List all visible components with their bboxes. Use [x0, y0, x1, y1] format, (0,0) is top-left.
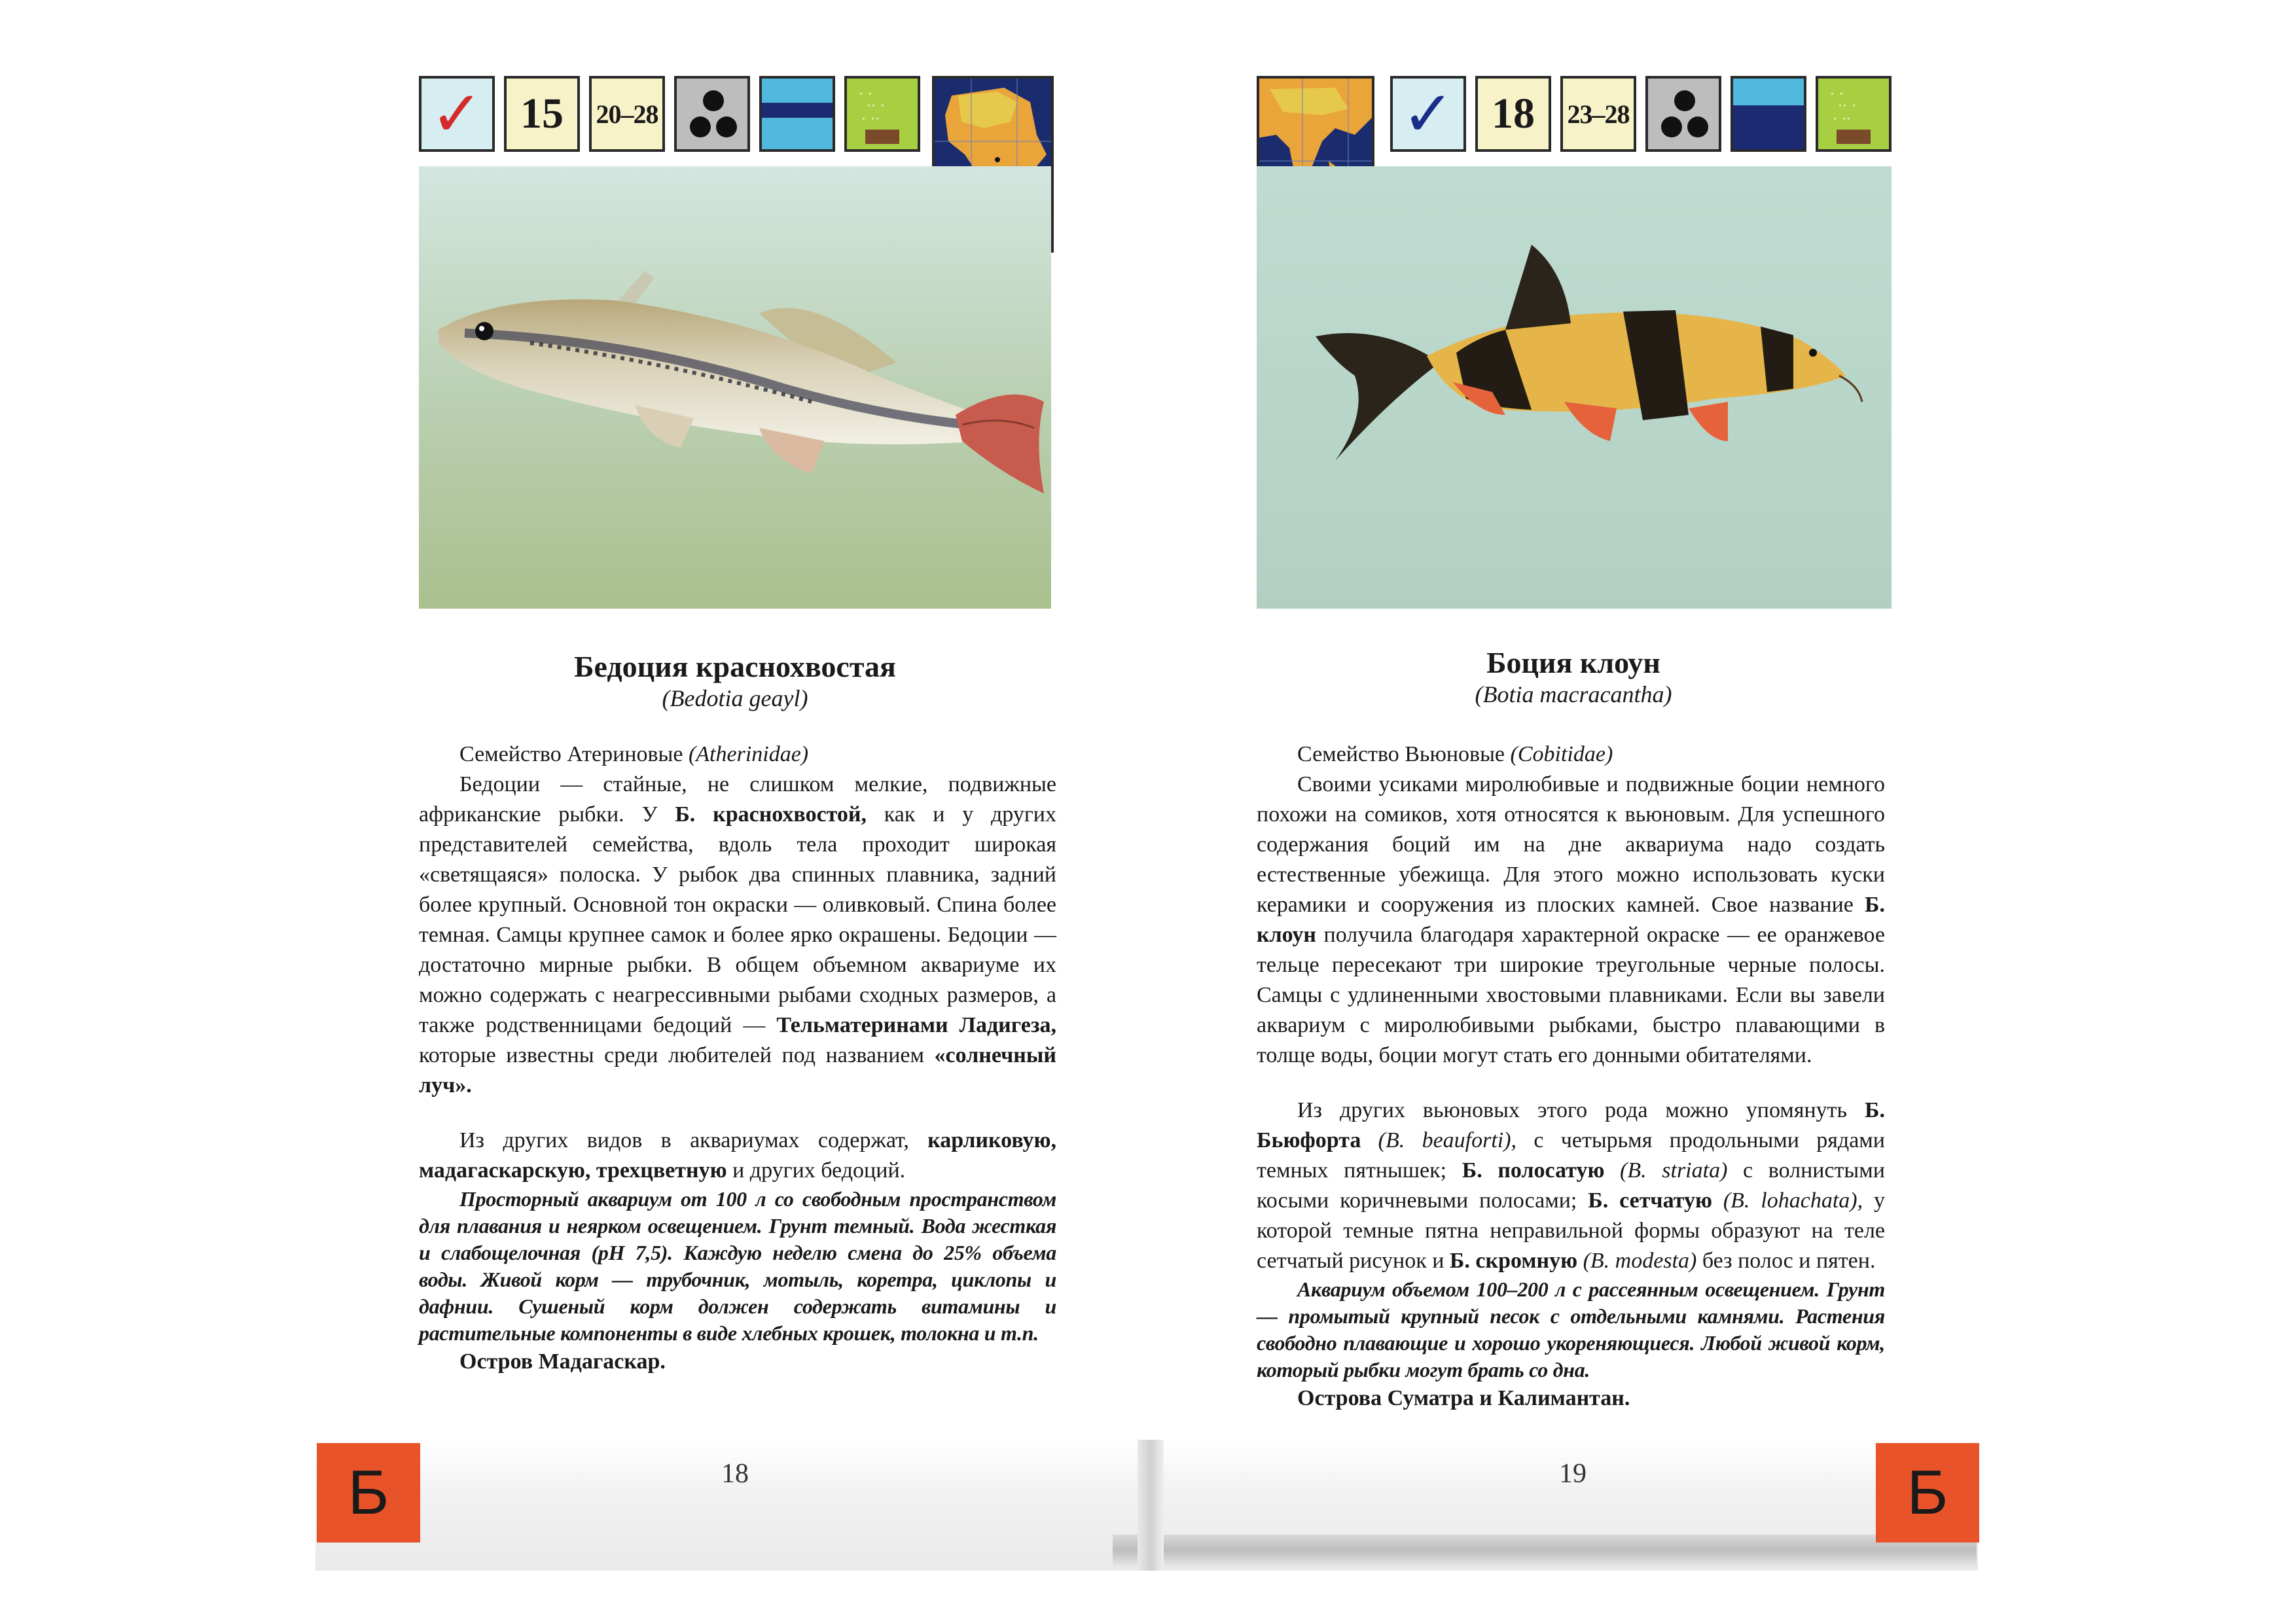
- description-paragraph: Бедоции — стайные, не слишком мелкие, подвижные африканские рыбки. У Б. краснохвостой, как и у других представителей семейства, вдоль тела проходит широкая «светящаяся» полоска. У рыбок два спинных плавника, задний более крупный. Основной тон окраски — оливковый. Спина более темная. Самцы крупнее самок и более ярко окрашены. Бедоции — достаточно мирные рыбки. В общем объемном аквариуме их можно содержать с неагрессивными рыбами сходных размеров, а также родственницами бедоций — Тельматеринами Ладигеза, которые известны среди любителей под названием «солнечный луч».: [419, 772, 1056, 1097]
- right-page: [1148, 0, 2296, 1623]
- botia-clown-fish-photo: [1257, 166, 1892, 609]
- fish-size-badge: 18: [1475, 76, 1551, 152]
- page-number: 19: [1559, 1459, 1587, 1489]
- care-instructions: Аквариум объемом 100–200 л с рассеянным освещением. Грунт — промытый крупный песок с отдельными камнями. Растения свободно плавающие и хорошо укореняющиеся. Любой живой корм, который рыбки могут брать со дна.: [1257, 1277, 1885, 1382]
- fish-title: Боция клоун: [1486, 646, 1660, 679]
- right-article-body: [1257, 740, 1885, 1414]
- fish-latin-name: (Bedotia geayl): [662, 685, 808, 711]
- fish-latin-name: (Botia macracantha): [1475, 681, 1672, 707]
- fish-title: Бедоция краснохвостая: [574, 650, 896, 683]
- section-letter-tab: Б: [1876, 1443, 1979, 1543]
- three-dots-icon: [674, 76, 750, 152]
- other-species-paragraph: Из других вьюновых этого рода можно упомянуть Б. Бьюфорта (B. beauforti), с четырьмя продольными рядами темных пятнышек; Б. полосатую (B. striata) с волнистыми косыми коричневыми полосами; Б. сетчатую (B. lohachata), у которой темные пятна неправильной формы образуют на теле сетчатый рисунок и Б. скромную (B. modesta) без полос и пятен.: [1257, 1098, 1886, 1273]
- page-number: 18: [721, 1459, 749, 1489]
- description-paragraph: Своими усиками миролюбивые и подвижные боции немного похожи на сомиков, хотя относятся к вьюновым. Для успешного содержания боций им на дне аквариума надо создать естественные убежища. Для этого можно использовать куски керамики и сооружения из плоских камней. Свое название Б. клоун получила благодаря характерной окраске — ее оранжевое тельце пересекают три широкие треугольные черные полосы. Самцы с удлиненными хвостовыми плавниками. Если вы завели аквариум с миролюбивыми рыбками, быстро плавающими в толще воды, боции могут стать его донными обитателями.: [1257, 772, 1885, 1067]
- temperature-badge: 20–28: [589, 76, 665, 152]
- habitat-line: Острова Суматра и Калимантан.: [1297, 1386, 1630, 1410]
- three-dots-icon: [1645, 76, 1721, 152]
- left-icon-strip: [419, 76, 920, 160]
- water-level-icon: [759, 76, 835, 152]
- family-line: Семейство Вьюновые (Cobitidae): [1297, 742, 1613, 766]
- plant-pot-icon: · · ·· · · ··: [1816, 76, 1892, 152]
- temperature-badge: 23–28: [1560, 76, 1636, 152]
- fish-size-badge: 15: [504, 76, 580, 152]
- right-icon-strip: [1390, 76, 1892, 160]
- checkmark-icon: ✓: [419, 76, 495, 152]
- plant-pot-icon: · · ·· · · ··: [844, 76, 920, 152]
- left-article-body: [419, 740, 1056, 1377]
- care-instructions: Просторный аквариум от 100 л со свободным пространством для плавания и неярком освещением. Грунт темный. Вода жесткая и слабощелочная (рН 7,5). Каждую неделю смена до 25% объема воды. Живой корм — трубочник, мотыль, коретра, циклопы и дафнии. Сушеный корм должен содержать витамины и растительные компоненты в виде хлебных крошек, толокна и т.п.: [419, 1187, 1056, 1345]
- habitat-line: Остров Мадагаскар.: [459, 1349, 666, 1374]
- section-letter-tab: Б: [317, 1443, 420, 1543]
- bedotia-fish-photo: [419, 166, 1051, 609]
- checkmark-icon: ✓: [1390, 76, 1466, 152]
- family-line: Семейство Атериновые (Atherinidae): [459, 742, 809, 766]
- water-level-icon: [1731, 76, 1806, 152]
- other-species-paragraph: Из других видов в аквариумах содержат, карликовую, мадагаскарскую, трехцветную и других бедоций.: [419, 1128, 1056, 1183]
